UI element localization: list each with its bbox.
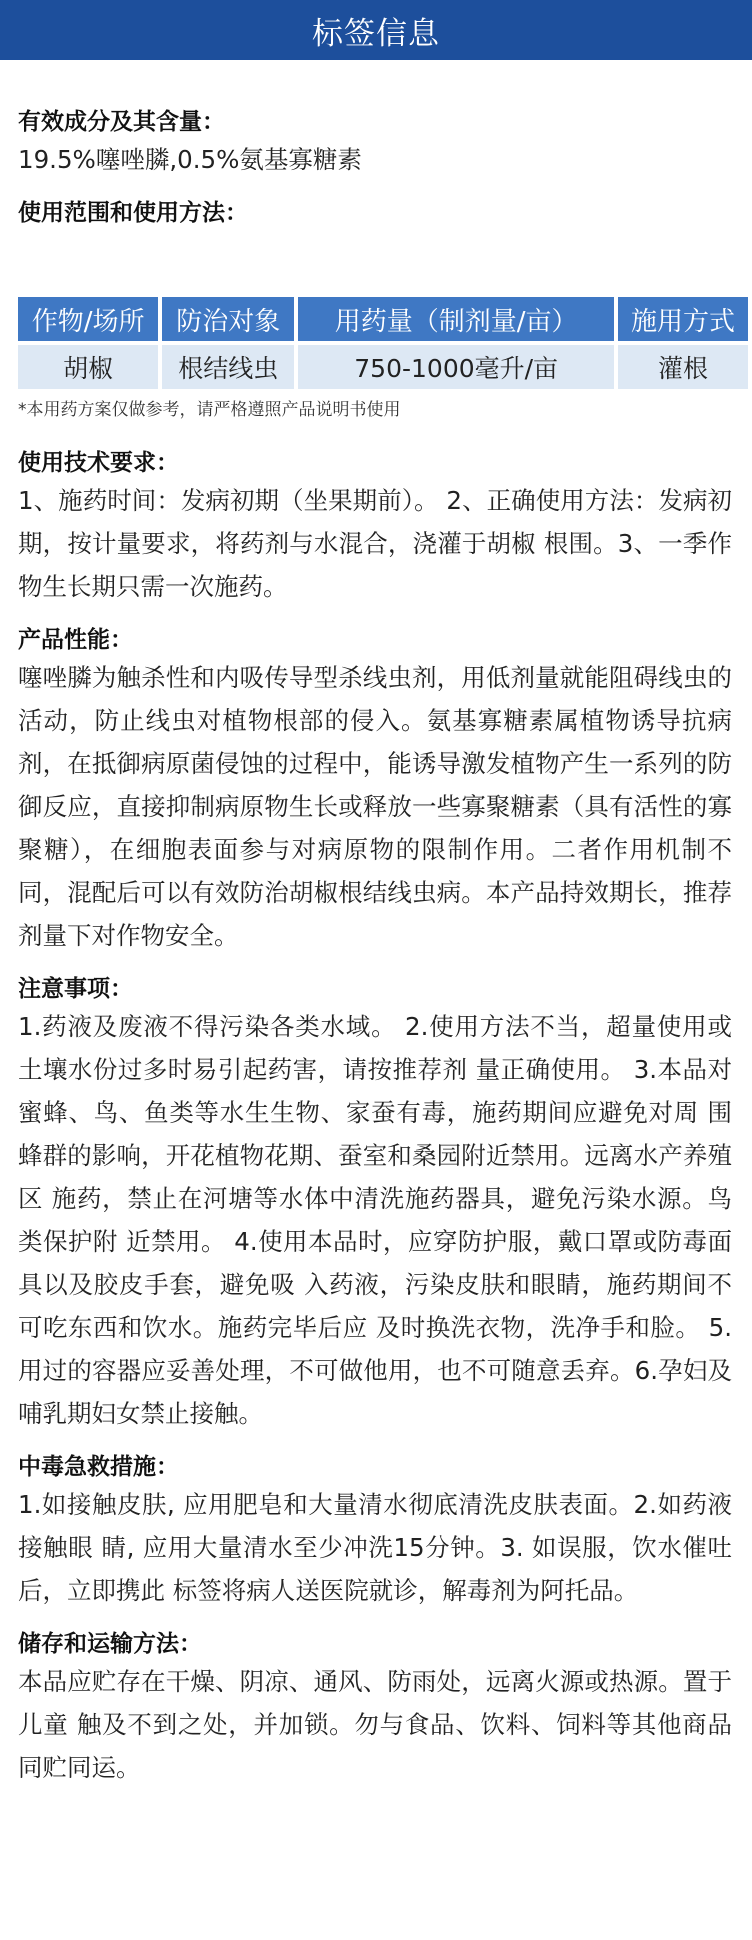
column-header-method: 施用方式: [618, 297, 748, 345]
technique-title: 使用技术要求：: [18, 450, 179, 476]
column-header-target: 防治对象: [162, 297, 294, 345]
dosage-table: [14, 297, 752, 389]
first-aid-text: 1.如接触皮肤, 应用肥皂和大量清水彻底清洗皮肤表面。2.如药液接触眼 睛, 应用大量清水至少冲洗15分钟。3. 如误服，饮水催吐后，立即携此 标签将病人送医院就诊，解毒剂为阿托品。: [18, 1490, 732, 1605]
ingredients-section: [18, 106, 732, 181]
column-header-dosage: 用药量（制剂量/亩）: [298, 297, 614, 345]
storage-text: 本品应贮存在干燥、阴凉、通风、防雨处，远离火源或热源。置于儿童 触及不到之处，并加锁。勿与食品、饮料、饲料等其他商品同贮同运。: [18, 1667, 732, 1782]
table-row: [18, 345, 748, 389]
precautions-text: 1.药液及废液不得污染各类水域。 2.使用方法不当，超量使用或土壤水份过多时易引起药害，请按推荐剂 量正确使用。 3.本品对蜜蜂、鸟、鱼类等水生生物、家蚕有毒，施药期间应避免对周 围蜂群的影响，开花植物花期、蚕室和桑园附近禁用。远离水产养殖区 施药，禁止在河塘等水体中清洗施药器具，避免污染水源。鸟类保护附 近禁用。 4.使用本品时，应穿防护服，戴口罩或防毒面具以及胶皮手套，避免吸 入药液，污染皮肤和眼睛，施药期间不可吃东西和饮水。施药完毕后应 及时换洗衣物，洗净手和脸。 5.用过的容器应妥善处理，不可做他用，也不可随意丢弃。6.孕妇及哺乳期妇女禁止接触。: [18, 1012, 732, 1428]
page-title: 标签信息: [312, 15, 440, 52]
performance-title: 产品性能：: [18, 627, 133, 653]
usage-note: *本用药方案仅做参考，请严格遵照产品说明书使用: [18, 400, 401, 420]
storage-section: [18, 1628, 732, 1789]
ingredients-title: 有效成分及其含量：: [18, 109, 225, 135]
first-aid-title: 中毒急救措施：: [18, 1454, 179, 1480]
first-aid-section: [18, 1451, 732, 1612]
technique-section: [18, 447, 732, 608]
label-content: [0, 60, 752, 1789]
header-bar: [0, 0, 752, 60]
cell-method: 灌根: [618, 345, 748, 389]
cell-crop: 胡椒: [18, 345, 158, 389]
performance-text: 噻唑膦为触杀性和内吸传导型杀线虫剂，用低剂量就能阻碍线虫的活动，防止线虫对植物根部的侵入。氨基寡糖素属植物诱导抗病剂，在抵御病原菌侵蚀的过程中，能诱导激发植物产生一系列的防御反应，直接抑制病原物生长或释放一些寡聚糖素（具有活性的寡聚糖），在细胞表面参与对病原物的限制作用。二者作用机制不同，混配后可以有效防治胡椒根结线虫病。本产品持效期长，推荐剂量下对作物安全。: [18, 663, 732, 950]
column-header-crop: 作物/场所: [18, 297, 158, 345]
precautions-title: 注意事项：: [18, 976, 133, 1002]
cell-target: 根结线虫: [162, 345, 294, 389]
dosage-table-header: [18, 297, 748, 345]
usage-section: [18, 197, 732, 297]
precautions-section: [18, 973, 732, 1435]
ingredients-text: 19.5%噻唑膦,0.5%氨基寡糖素: [18, 145, 362, 174]
technique-text: 1、施药时间：发病初期（坐果期前）。 2、正确使用方法：发病初期，按计量要求，将药剂与水混合，浇灌于胡椒 根围。3、一季作物生长期只需一次施药。: [18, 486, 732, 601]
usage-title: 使用范围和使用方法：: [18, 200, 248, 226]
cell-dosage: 750-1000毫升/亩: [298, 345, 614, 389]
storage-title: 储存和运输方法：: [18, 1631, 202, 1657]
performance-section: [18, 624, 732, 957]
